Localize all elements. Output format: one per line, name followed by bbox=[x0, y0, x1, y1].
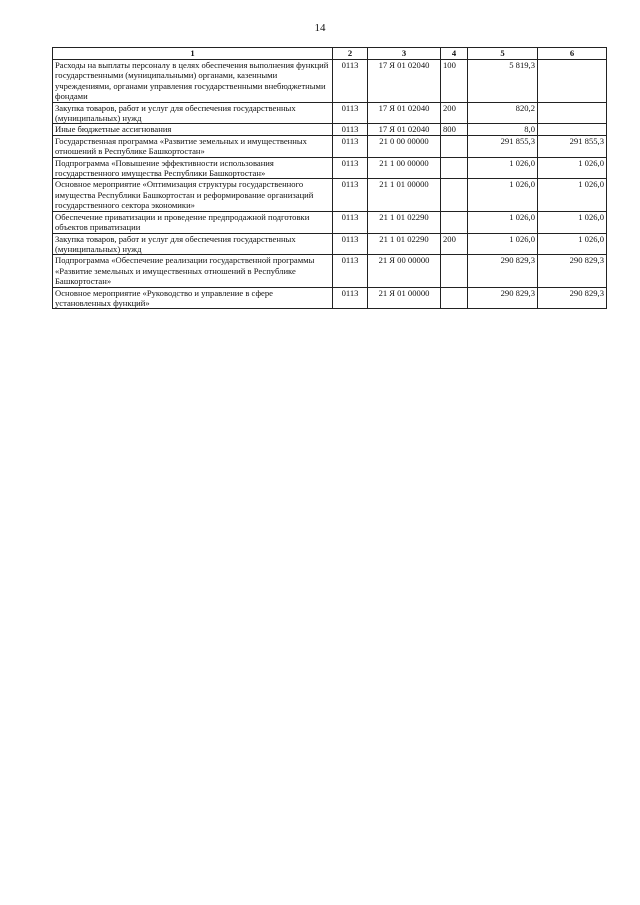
table-row bbox=[53, 255, 607, 287]
amount-cell: 291 855,3 bbox=[468, 135, 538, 157]
section-code-cell: 0113 bbox=[333, 179, 368, 211]
section-code-cell: 0113 bbox=[333, 287, 368, 309]
expense-type-cell bbox=[441, 211, 468, 233]
table-row bbox=[53, 211, 607, 233]
target-item-cell: 17 Я 01 02040 bbox=[368, 124, 441, 135]
table-row bbox=[53, 287, 607, 309]
table-row bbox=[53, 233, 607, 255]
amount-cell: 1 026,0 bbox=[468, 179, 538, 211]
expense-name-cell: Основное мероприятие «Оптимизация структуры государственного имущества Республики Башкортостан и реформирование организаций государственного сектора экономики» bbox=[53, 179, 333, 211]
target-item-cell: 21 Я 01 00000 bbox=[368, 287, 441, 309]
expense-type-cell bbox=[441, 157, 468, 179]
expense-type-cell: 200 bbox=[441, 233, 468, 255]
section-code-cell: 0113 bbox=[333, 124, 368, 135]
column-header: 1 bbox=[53, 48, 333, 60]
expense-name-cell: Расходы на выплаты персоналу в целях обеспечения выполнения функций государственными (муниципальными) органами, казенными учреждениями, органами управления государственными внебюджетными фондами bbox=[53, 60, 333, 103]
target-item-cell: 17 Я 01 02040 bbox=[368, 60, 441, 103]
expense-name-cell: Закупка товаров, работ и услуг для обеспечения государственных (муниципальных) нужд bbox=[53, 233, 333, 255]
column-header: 2 bbox=[333, 48, 368, 60]
expense-name-cell: Основное мероприятие «Руководство и управление в сфере установленных функций» bbox=[53, 287, 333, 309]
section-code-cell: 0113 bbox=[333, 60, 368, 103]
expense-name-cell: Подпрограмма «Обеспечение реализации государственной программы «Развитие земельных и имущественных отношений в Республике Башкортостан» bbox=[53, 255, 333, 287]
section-code-cell: 0113 bbox=[333, 255, 368, 287]
table-row bbox=[53, 124, 607, 135]
target-item-cell: 21 1 01 02290 bbox=[368, 211, 441, 233]
expense-type-cell bbox=[441, 135, 468, 157]
expense-type-cell: 200 bbox=[441, 102, 468, 124]
table-row bbox=[53, 157, 607, 179]
amount-cell: 290 829,3 bbox=[468, 287, 538, 309]
expense-type-cell bbox=[441, 255, 468, 287]
expense-name-cell: Иные бюджетные ассигнования bbox=[53, 124, 333, 135]
expense-type-cell bbox=[441, 287, 468, 309]
expense-name-cell: Закупка товаров, работ и услуг для обеспечения государственных (муниципальных) нужд bbox=[53, 102, 333, 124]
target-item-cell: 21 1 00 00000 bbox=[368, 157, 441, 179]
section-code-cell: 0113 bbox=[333, 211, 368, 233]
section-code-cell: 0113 bbox=[333, 102, 368, 124]
amount-cell: 1 026,0 bbox=[468, 211, 538, 233]
amount-cell: 1 026,0 bbox=[538, 211, 607, 233]
expense-name-cell: Обеспечение приватизации и проведение предпродажной подготовки объектов приватизации bbox=[53, 211, 333, 233]
amount-cell: 290 829,3 bbox=[538, 287, 607, 309]
expense-name-cell: Подпрограмма «Повышение эффективности использования государственного имущества Республики Башкортостан» bbox=[53, 157, 333, 179]
section-code-cell: 0113 bbox=[333, 233, 368, 255]
table-row bbox=[53, 179, 607, 211]
header-row bbox=[53, 48, 607, 60]
column-header: 3 bbox=[368, 48, 441, 60]
table-row bbox=[53, 135, 607, 157]
amount-cell bbox=[538, 124, 607, 135]
column-header: 5 bbox=[468, 48, 538, 60]
amount-cell: 290 829,3 bbox=[538, 255, 607, 287]
amount-cell: 291 855,3 bbox=[538, 135, 607, 157]
amount-cell: 290 829,3 bbox=[468, 255, 538, 287]
target-item-cell: 21 0 00 00000 bbox=[368, 135, 441, 157]
amount-cell: 8,0 bbox=[468, 124, 538, 135]
section-code-cell: 0113 bbox=[333, 157, 368, 179]
amount-cell bbox=[538, 60, 607, 103]
amount-cell: 820,2 bbox=[468, 102, 538, 124]
column-header: 6 bbox=[538, 48, 607, 60]
target-item-cell: 21 1 01 02290 bbox=[368, 233, 441, 255]
budget-table bbox=[52, 47, 607, 309]
target-item-cell: 21 1 01 00000 bbox=[368, 179, 441, 211]
table-row bbox=[53, 60, 607, 103]
table-row bbox=[53, 102, 607, 124]
page-number: 14 bbox=[314, 22, 326, 34]
column-header: 4 bbox=[441, 48, 468, 60]
target-item-cell: 21 Я 00 00000 bbox=[368, 255, 441, 287]
expense-name-cell: Государственная программа «Развитие земельных и имущественных отношений в Республике Башкортостан» bbox=[53, 135, 333, 157]
expense-type-cell bbox=[441, 179, 468, 211]
section-code-cell: 0113 bbox=[333, 135, 368, 157]
amount-cell: 1 026,0 bbox=[538, 157, 607, 179]
amount-cell bbox=[538, 102, 607, 124]
amount-cell: 1 026,0 bbox=[538, 233, 607, 255]
amount-cell: 1 026,0 bbox=[468, 233, 538, 255]
expense-type-cell: 100 bbox=[441, 60, 468, 103]
target-item-cell: 17 Я 01 02040 bbox=[368, 102, 441, 124]
expense-type-cell: 800 bbox=[441, 124, 468, 135]
amount-cell: 1 026,0 bbox=[538, 179, 607, 211]
amount-cell: 1 026,0 bbox=[468, 157, 538, 179]
amount-cell: 5 819,3 bbox=[468, 60, 538, 103]
